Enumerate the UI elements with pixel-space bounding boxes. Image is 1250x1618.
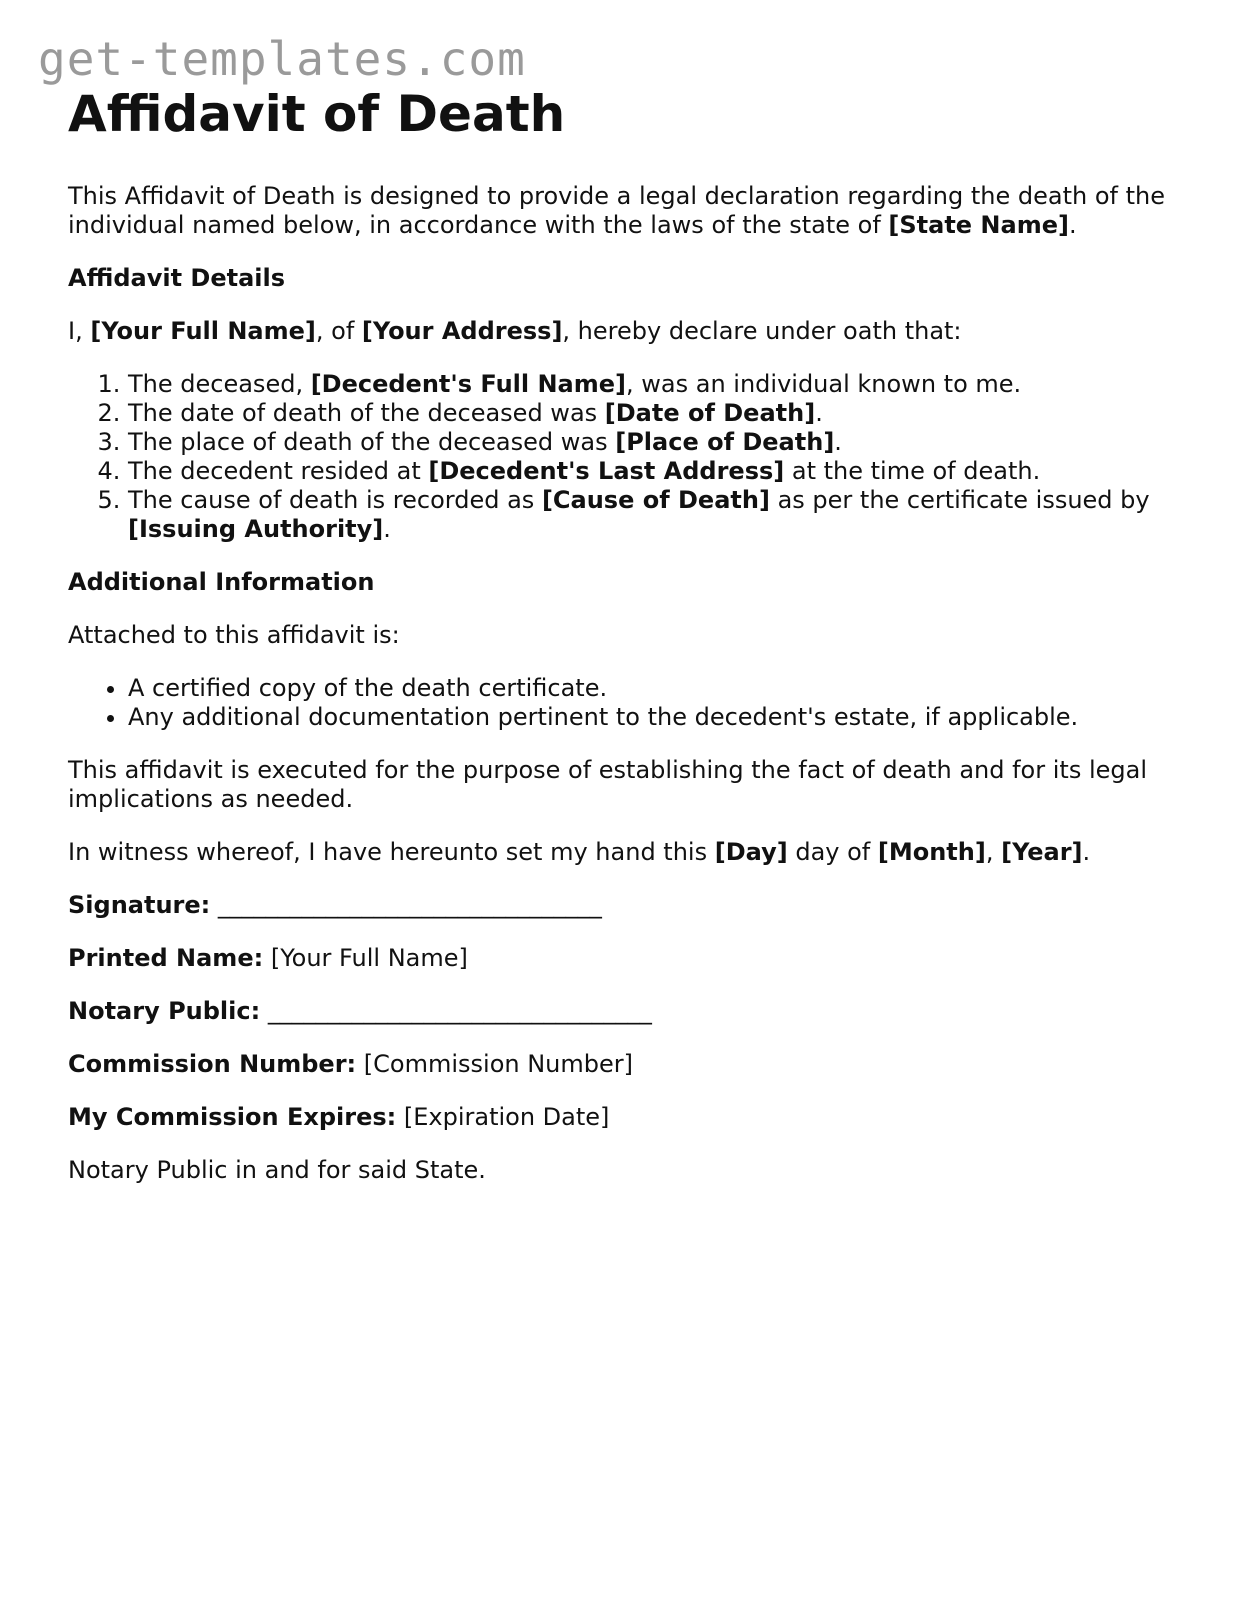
date-of-death-field: [Date of Death]	[604, 399, 816, 427]
page-title: Affidavit of Death	[68, 85, 566, 143]
witness-middle: day of	[787, 838, 878, 866]
notary-label: Notary Public:	[68, 997, 261, 1025]
declarant-prefix: I,	[68, 317, 91, 345]
day-field: [Day]	[714, 838, 788, 866]
item-text: The decedent resided at	[128, 457, 429, 485]
signature-line: ________________________________	[217, 891, 602, 919]
printed-name-value: [Your Full Name]	[270, 944, 468, 972]
item-text: , was an individual known to me.	[626, 370, 1022, 398]
state-name-field: [State Name]	[888, 211, 1069, 239]
your-full-name-field: [Your Full Name]	[90, 317, 316, 345]
declaration-item	[128, 399, 1198, 428]
declaration-item	[128, 457, 1198, 486]
cause-of-death-field: [Cause of Death]	[541, 486, 770, 514]
intro-text: This Affidavit of Death is designed to provide a legal declaration regarding the death of the individual named below, in accordance with the laws of the state of	[68, 182, 1165, 239]
your-address-field: [Your Address]	[361, 317, 563, 345]
closing-statement: Notary Public in and for said State.	[68, 1156, 486, 1184]
declaration-item	[128, 428, 1198, 457]
commission-expires-row	[68, 1103, 1198, 1132]
attached-intro: Attached to this affidavit is:	[68, 621, 400, 649]
signature-label: Signature:	[68, 891, 211, 919]
signature-row	[68, 891, 1198, 920]
year-field: [Year]	[1001, 838, 1083, 866]
affidavit-details-heading: Affidavit Details	[68, 264, 286, 292]
item-text: .	[383, 515, 391, 543]
notary-row	[68, 997, 1198, 1026]
item-text: as per the certificate issued by	[769, 486, 1150, 514]
issuing-authority-field: [Issuing Authority]	[128, 515, 384, 543]
item-text: The date of death of the deceased was	[128, 399, 605, 427]
commission-number-label: Commission Number:	[68, 1050, 357, 1078]
item-text: .	[815, 399, 823, 427]
watermark: get-templates.com	[38, 32, 526, 86]
commission-expires-value: [Expiration Date]	[403, 1103, 610, 1131]
declarant-statement	[68, 317, 1198, 346]
witness-prefix: In witness whereof, I have hereunto set my hand this	[68, 838, 715, 866]
list-item: • Any additional documentation pertinent to the decedent's estate, if applicable.	[128, 703, 1198, 732]
purpose-paragraph: This affidavit is executed for the purpose of establishing the fact of death and for its legal implications as needed.	[68, 756, 1147, 813]
place-of-death-field: [Place of Death]	[615, 428, 835, 456]
month-field: [Month]	[877, 838, 986, 866]
decedent-last-address-field: [Decedent's Last Address]	[428, 457, 785, 485]
witness-statement	[68, 838, 1198, 867]
item-text: at the time of death.	[784, 457, 1041, 485]
document-body	[68, 84, 1198, 1209]
declaration-item	[128, 486, 1198, 544]
decedent-full-name-field: [Decedent's Full Name]	[310, 370, 627, 398]
declarant-middle: , of	[315, 317, 362, 345]
commission-number-row	[68, 1050, 1198, 1079]
commission-number-value: [Commission Number]	[363, 1050, 633, 1078]
declarant-suffix: , hereby declare under oath that:	[562, 317, 962, 345]
additional-information-heading: Additional Information	[68, 568, 375, 596]
item-text: The deceased,	[128, 370, 311, 398]
printed-name-row	[68, 944, 1198, 973]
item-text: .	[834, 428, 842, 456]
commission-expires-label: My Commission Expires:	[68, 1103, 397, 1131]
declaration-item	[128, 370, 1198, 399]
notary-line: ________________________________	[267, 997, 652, 1025]
item-text: The cause of death is recorded as	[128, 486, 542, 514]
list-item: • A certified copy of the death certificate.	[128, 674, 1198, 703]
attachment-list	[68, 674, 1198, 732]
declaration-list	[68, 370, 1198, 544]
witness-comma: ,	[985, 838, 1002, 866]
intro-end: .	[1068, 211, 1077, 239]
intro-paragraph	[68, 182, 1198, 240]
item-text: The place of death of the deceased was	[128, 428, 616, 456]
printed-name-label: Printed Name:	[68, 944, 264, 972]
witness-end: .	[1082, 838, 1091, 866]
